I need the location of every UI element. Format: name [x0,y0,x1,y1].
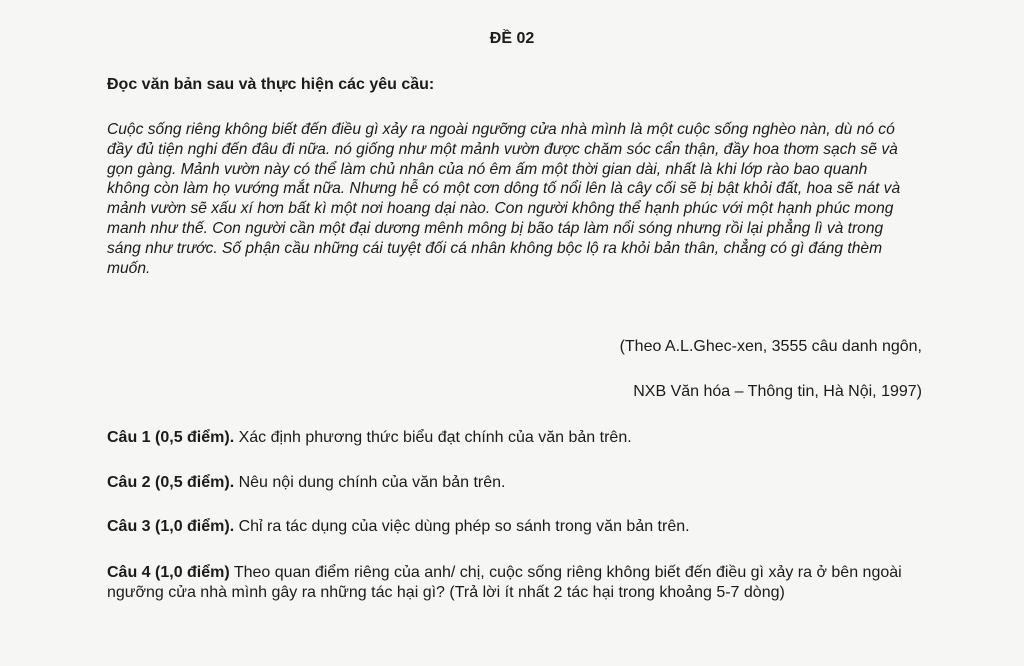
exam-title: ĐỀ 02 [489,30,535,47]
reading-passage: Cuộc sống riêng không biết đến điều gì xảy ra ngoài ngưỡng cửa nhà mình là một cuộc sống nghèo nàn, dù nó có đầy đủ tiện nghi đến đâu đi nữa. nó giống như một mảnh vườn được chăm sóc cẩn thận, đầy hoa thơm sạch sẽ và gọn gàng. Mảnh vườn này có thể làm chủ nhân của nó êm ấm một thời gian dài, nhất là khi lớp rào bao quanh không còn làm họ vướng mắt nữa. Nhưng hễ có một cơn dông tố nổi lên là cây cối sẽ bị bật khỏi đất, hoa sẽ nát và mảnh vườn sẽ xấu xí hơn bất kì một nơi hoang dại nào. Con người không thể hạnh phúc với một hạnh phúc mong manh như thế. Con người cần một đại dương mênh mông bị bão táp làm nổi sóng nhưng rồi lại phẳng lì và trong sáng như trước. Số phận cầu những cái tuyệt đối cá nhân không bộc lộ ra khỏi bản thân, chẳng có gì đáng thèm muốn. [107,121,901,277]
question-1-text: Xác định phương thức biểu đạt chính của văn bản trên. [234,429,632,446]
question-4-label: Câu 4 (1,0 điểm) [107,564,230,581]
question-2-text: Nêu nội dung chính của văn bản trên. [234,474,506,491]
question-1 [107,428,917,448]
question-2 [107,473,917,493]
source-citation-line-1: (Theo A.L.Ghec-xen, 3555 câu danh ngôn, [619,338,922,355]
question-1-label: Câu 1 (0,5 điểm). [107,429,235,446]
question-3 [107,517,917,537]
question-3-label: Câu 3 (1,0 điểm). [107,518,235,535]
question-4-text: Theo quan điểm riêng của anh/ chị, cuộc sống riêng không biết đến điều gì xảy ra ở bên ngoài ngưỡng cửa nhà mình gây ra những tác hại gì? (Trả lời ít nhất 2 tác hại trong khoảng 5-7 dòng) [107,564,902,601]
source-citation-line-2: NXB Văn hóa – Thông tin, Hà Nội, 1997) [633,383,922,400]
question-4 [107,563,917,603]
reading-instruction: Đọc văn bản sau và thực hiện các yêu cầu: [107,76,435,93]
question-3-text: Chỉ ra tác dụng của việc dùng phép so sánh trong văn bản trên. [234,518,690,535]
question-2-label: Câu 2 (0,5 điểm). [107,474,235,491]
